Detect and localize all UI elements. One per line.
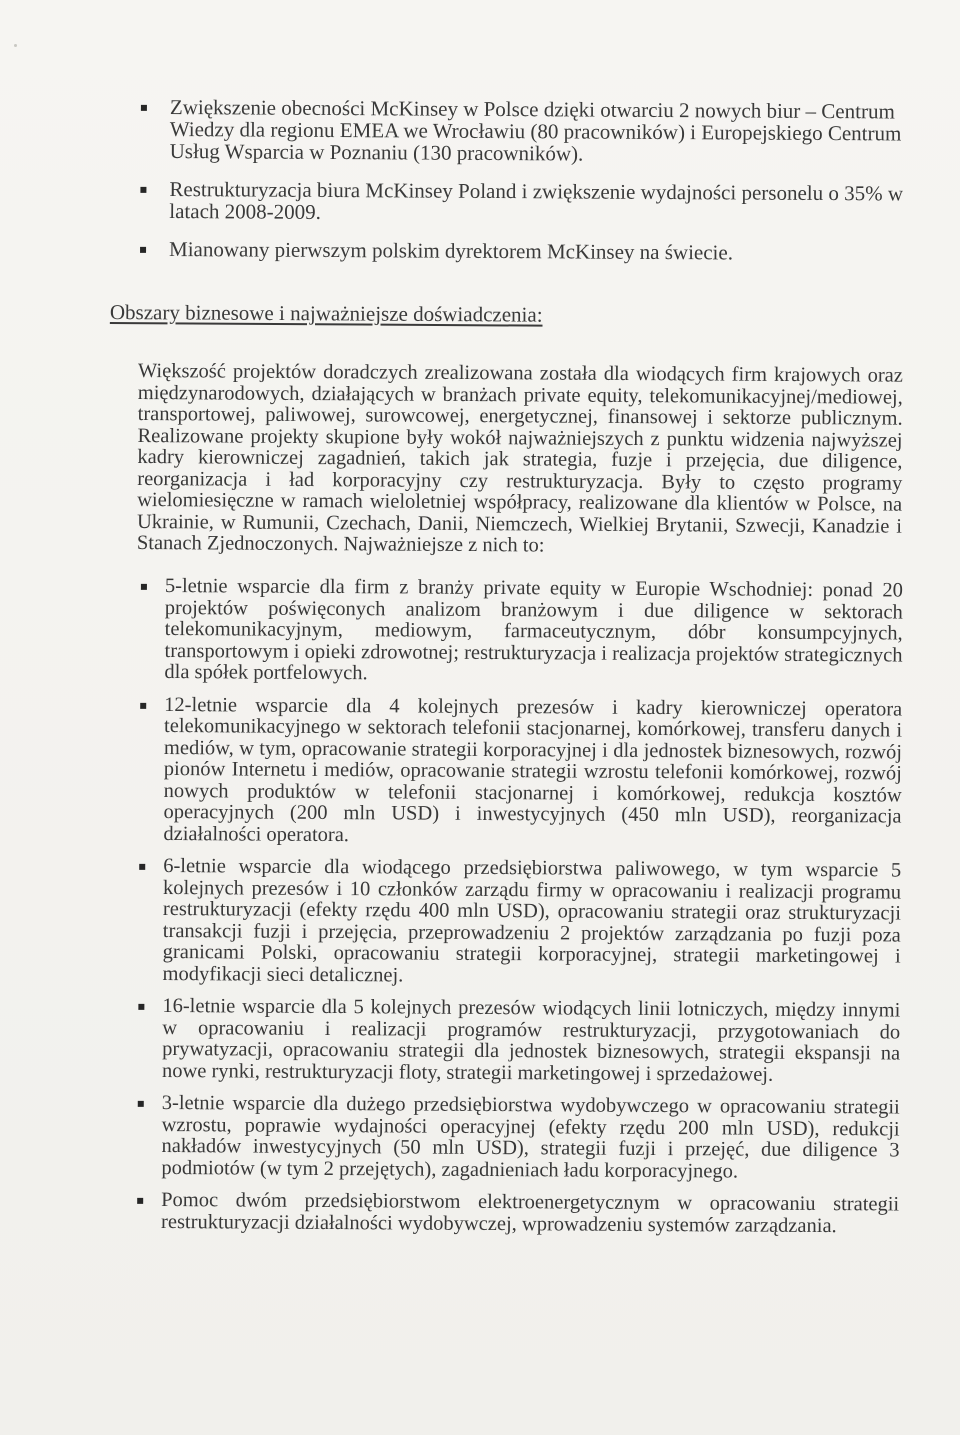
list-item-text: Restrukturyzacja biura McKinsey Poland i zwiększenie wydajności personelu o 35% w latach 2008-2009. <box>169 176 904 224</box>
square-bullet-icon <box>139 864 145 870</box>
list-item-text: Mianowany pierwszym polskim dyrektorem McKinsey na świecie. <box>168 236 734 265</box>
list-item-text: 16-letnie wsparcie dla 5 kolejnych prezesów wiodących linii lotniczych, między innymi w opracowaniu i realizacji programów restrukturyzacji, przygotowaniach do prywatyzacji, opracowaniu strategii dla jednostek biznesowych, strategii ekspansji na nowe rynki, restrukturyzacji floty, strategii marketingowej i sprzedażowej. <box>161 994 901 1086</box>
list-item-text: 5-letnie wsparcie dla firm z branży private equity w Europie Wschodniej: ponad 20 projektów poświęconych analizom branżowym i due diligence w sektorach telekomunikacyjnym, mediowym, farmaceutycznym, dóbr konsumpcyjnych, transportowym i opieki zdrowotnej; restrukturyzacja i realizacja projektów strategicznych dla spółek portfelowych. <box>164 575 903 685</box>
list-item-text: 6-letnie wsparcie dla wiodącego przedsiębiorstwa paliwowego, w tym wsparcie 5 kolejnych prezesów i 10 członków zarządu firmy w opracowaniu i realizacji programu restrukturyzacji (efekty rzędu 400 mln USD), opracowaniu strategii oraz strukturyzacji transakcji fuzji i przejęcia, przeprowadzeniu 2 projektów zarządzania po fuzji poza granicami Polski, opracowaniu strategii korporacyjnej, strategii marketingowej i modyfikacji sieci detalicznej. <box>162 854 902 986</box>
list-item <box>161 1190 899 1238</box>
square-bullet-icon <box>138 1004 144 1010</box>
square-bullet-icon <box>140 702 146 708</box>
list-item <box>169 238 904 264</box>
achievements-list <box>169 96 905 280</box>
list-item <box>162 996 901 1087</box>
scan-artifact-dot <box>14 44 17 47</box>
list-item <box>161 1093 900 1184</box>
list-item-text: 3-letnie wsparcie dla dużego przedsiębiorstwa wydobywczego w opracowaniu strategii wzrostu, poprawie wydajności operacyjnej (efekty rzędu 200 mln USD), redukcji nakładów inwestycyjnych (50 mln USD), strategii fuzji i przejęć, due diligence 3 podmiotów (w tym 2 przejętych), zagadnieniach ładu korporacyjnego. <box>161 1091 900 1183</box>
list-item <box>164 576 903 688</box>
square-bullet-icon <box>137 1198 143 1204</box>
list-item <box>163 694 902 849</box>
square-bullet-icon <box>140 187 146 193</box>
list-item-text: 12-letnie wsparcie dla 4 kolejnych prezesów i kadry kierowniczej operatora telekomunikacyjnego w sektorach telefonii stacjonarnej, komórkowej, transferu danych i mediów, w tym, opracowanie strategii korporacyjnej i dla jednostek biznesowych, rozwój pionów Internetu i mediów, opracowanie strategii wzrostu telefonii komórkowej, rozwój nowych produktów w telefonii stacjonarnej i komórkowej, redukcja kosztów operacyjnych (200 mln USD) i inwestycyjnych (450 mln USD), reorganizacja działalności operatora. <box>163 693 903 846</box>
section-heading: Obszary biznesowe i najważniejsze doświadczenia: <box>109 300 543 327</box>
list-item-text: Zwiększenie obecności McKinsey w Polsce dzięki otwarciu 2 nowych biur – Centrum Wiedzy dla regionu EMEA we Wrocławiu (80 pracowników) i Europejskiego Centrum Usług Wsparcia w Poznaniu (130 pracowników). <box>169 95 902 166</box>
list-item <box>170 96 905 166</box>
square-bullet-icon <box>140 247 146 253</box>
list-item-text: Pomoc dwóm przedsiębiorstwom elektroenergetycznym w opracowaniu strategii restrukturyzacji działalności wydobywczej, wprowadzeniu systemów zarządzania. <box>160 1188 900 1237</box>
experience-list <box>161 576 903 1248</box>
list-item <box>163 856 902 990</box>
list-item <box>169 178 904 226</box>
square-bullet-icon <box>141 105 147 111</box>
square-bullet-icon <box>138 1101 144 1107</box>
square-bullet-icon <box>141 584 147 590</box>
intro-paragraph: Większość projektów doradczych zrealizowana została dla wiodących firm krajowych oraz międzynarodowych, działających w branżach private equity, telekomunikacyjnej/mediowej, transportowej, paliwowej, surowcowej, energetycznej, finansowej i sektorze publicznym. Realizowane projekty skupione były wokół najważniejszych z punktu widzenia najwyższej kadry kierowniczej zagadnień, takich jak strategia, fuzje i przejęcia, due diligence, reorganizacja i ład korporacyjny czy restrukturyzacja. Były to często programy wielomiesięczne w ramach wieloletniej współpracy, realizowane dla klientów w Polsce, na Ukrainie, w Rumunii, Czechach, Danii, Niemczech, Wielkiej Brytanii, Szwecji, Kanadzie i Stanach Zjednoczonych. Najważniejsze z nich to: <box>136 359 903 556</box>
